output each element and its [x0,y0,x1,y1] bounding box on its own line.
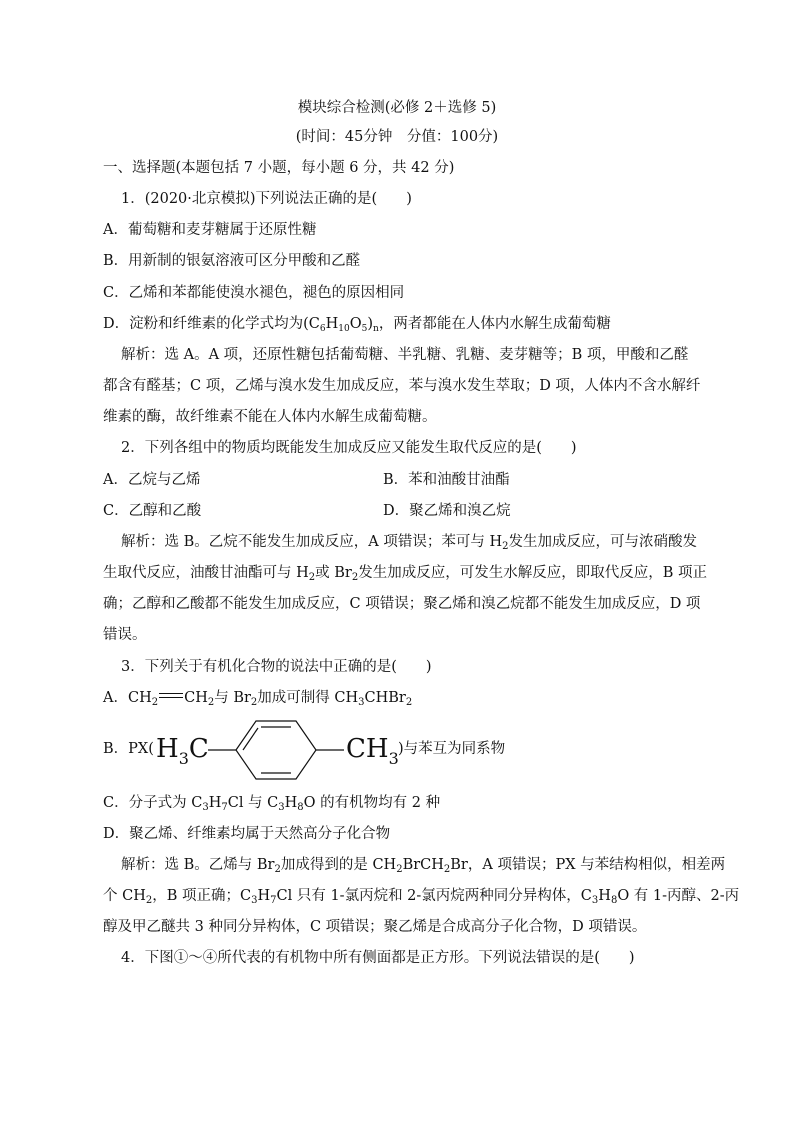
q1-option-b: B．用新制的银氨溶液可区分甲酸和乙醛 [103,253,361,269]
q3-stem: 3．下列关于有机化合物的说法中正确的是( ) [121,659,432,675]
q2-option-b: B．苯和油酸甘油酯 [383,472,510,488]
q1-option-c: C．乙烯和苯都能使溴水褪色，褪色的原因相同 [103,285,405,301]
q3-option-d: D．聚乙烯、纤维素均属于天然高分子化合物 [103,826,391,842]
methyl-right-label: $CH_3$ [346,734,399,768]
q2-option-d: D．聚乙烯和溴乙烷 [383,503,511,519]
q3-option-b-suffix: )与苯互为同系物 [398,741,506,757]
q2-option-c: C．乙醇和乙酸 [103,503,202,519]
page-title: 模块综合检测(必修 2＋选修 5) [297,100,497,116]
q3-explanation-line-2: 个 $CH_2$，B 项正确；$C_3H_7Cl$ 只有 1-氯丙烷和 2-氯丙烷两种同分异构体，$C_3H_8O$ 有 1-丙醇、2-丙 [103,888,740,906]
q4-stem: 4．下图①～④所代表的有机物中所有侧面都是正方形。下列说法错误的是( ) [121,950,635,966]
q1-explanation-line-1: 解析：选 A。A 项，还原性糖包括葡萄糖、半乳糖、乳糖、麦芽糖等；B 项，甲酸和乙醛 [121,347,689,363]
q2-stem: 2．下列各组中的物质均既能发生加成反应又能发生取代反应的是( ) [121,440,577,456]
q1-stem: 1．(2020·北京模拟)下列说法正确的是( ) [121,191,412,207]
q3-explanation-line-3: 醇及甲乙醚共 3 种同分异构体，C 项错误；聚乙烯是合成高分子化合物，D 项错误。 [103,919,647,935]
q1-option-d: D．淀粉和纤维素的化学式均为$(C_6H_{10}O_5)_n$，两者都能在人体内水解生成葡萄糖 [103,316,611,334]
q2-explanation-line-4: 错误。 [103,627,147,643]
q3-option-c: C．分子式为 $C_3H_7Cl$ 与 $C_3H_8O$ 的有机物均有 2 种 [103,795,441,813]
q2-explanation-line-2: 生取代反应，油酸甘油酯可与 $H_2$或 $Br_2$发生加成反应，可发生水解反应，即取代反应，B 项正 [103,565,707,583]
q3-option-b [98,716,518,782]
q1-option-a: A．葡萄糖和麦芽糖属于还原性糖 [103,222,317,238]
q1-explanation-line-2: 都含有醛基；C 项，乙烯与溴水发生加成反应，苯与溴水发生萃取；D 项，人体内不含水解纤 [103,378,701,394]
section-heading: 一、选择题(本题包括 7 小题，每小题 6 分，共 42 分) [103,160,455,176]
q3-option-b-prefix: B．PX( [103,741,154,757]
q2-explanation-line-3: 确；乙醇和乙酸都不能发生加成反应，C 项错误；聚乙烯和溴乙烷都不能发生加成反应，D 项 [103,596,701,612]
q2-explanation-line-1: 解析：选 B。乙烷不能发生加成反应，A 项错误；苯可与 $H_2$发生加成反应，可与浓硝酸发 [121,534,697,552]
q3-explanation-line-1: 解析：选 B。乙烯与 $Br_2$加成得到的是 $CH_2BrCH_2Br$，A 项错误；PX 与苯结构相似，相差两 [121,857,726,875]
q1-explanation-line-3: 维素的酶，故纤维素不能在人体内水解生成葡萄糖。 [103,409,437,425]
methyl-left-label: $H_3C$ [156,734,209,768]
q2-option-a: A．乙烷与乙烯 [103,472,201,488]
double-bond-icon [158,691,184,701]
page-subtitle: (时间：45分钟 分值：100分) [295,129,499,145]
q3-option-a: A．$CH_2$ $CH_2$与 $Br_2$加成可制得 $CH_3CHBr_2$ [103,690,413,708]
